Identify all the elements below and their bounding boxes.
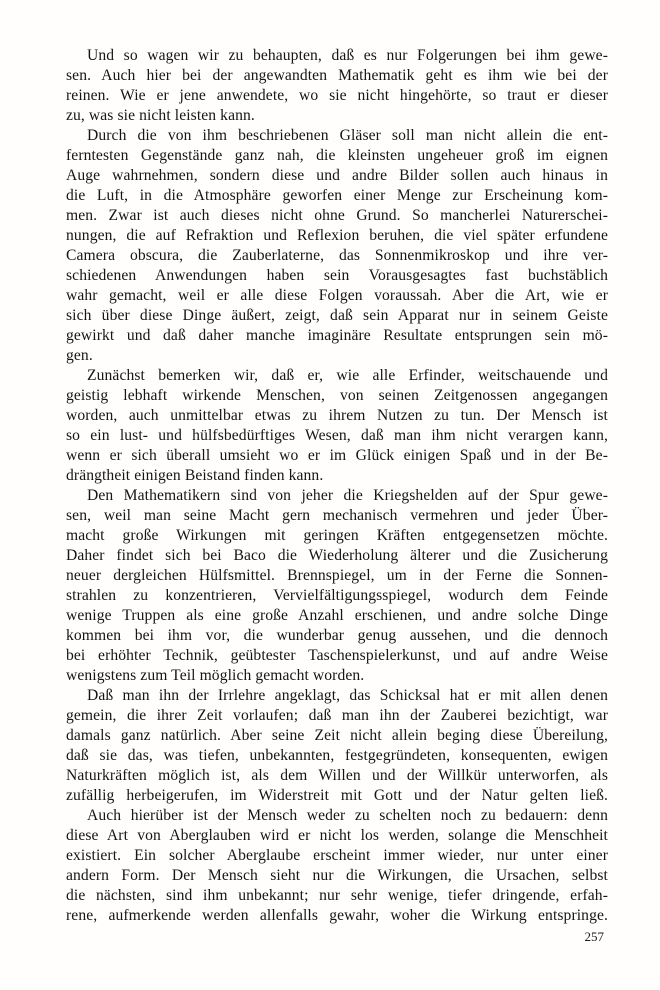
text-line: daß sie das, was tiefen, unbekannten, festgegründeten, konsequenten, ewigen <box>66 747 608 764</box>
text-line: zu, was sie nicht leisten kann. <box>66 107 255 124</box>
paragraph <box>66 686 608 806</box>
text-line: nungen, die auf Refraktion und Reflexion beruhen, die viel später erfundene <box>66 227 608 244</box>
text-line: so ein lust- und hülfsbedürftiges Wesen, daß man ihm nicht verargen kann, <box>66 427 608 444</box>
text-line: drängtheit einigen Beistand finden kann. <box>66 467 324 484</box>
text-line: gewirkt und daß daher manche imaginäre Resultate entsprungen sein mö- <box>66 327 608 344</box>
text-block <box>66 46 608 926</box>
text-line: Naturkräften möglich ist, als dem Willen und der Willkür unterworfen, als <box>66 767 608 784</box>
text-line: Durch die von ihm beschriebenen Gläser soll man nicht allein die ent- <box>87 127 608 144</box>
text-line: ferntesten Gegenstände ganz nah, die kleinsten ungeheuer groß im eignen <box>66 147 608 164</box>
text-line: diese Art von Aberglauben wird er nicht los werden, solange die Menschheit <box>66 827 608 844</box>
text-line: Daher findet sich bei Baco die Wiederholung älterer und die Zusicherung <box>66 547 608 564</box>
page-number: 257 <box>584 929 604 944</box>
text-line: gen. <box>66 347 93 364</box>
text-line: die Luft, in die Atmosphäre geworfen einer Menge zur Erscheinung kom- <box>66 187 608 204</box>
text-line: geistig lebhaft wirkende Menschen, von seinen Zeitgenossen angegangen <box>66 387 608 404</box>
paragraph <box>66 486 608 686</box>
text-line: sich über diese Dinge äußert, zeigt, daß sein Apparat nur in seinem Geiste <box>66 307 608 324</box>
text-line: worden, auch unmittelbar etwas zu ihrem Nutzen zu tun. Der Mensch ist <box>66 407 608 424</box>
paragraph <box>66 126 608 366</box>
text-line: Auch hierüber ist der Mensch weder zu schelten noch zu bedauern: denn <box>87 807 608 824</box>
text-line: existiert. Ein solcher Aberglaube erscheint immer wieder, nur unter einer <box>66 847 608 864</box>
text-line: Camera obscura, die Zauberlaterne, das Sonnenmikroskop und ihre ver- <box>66 247 608 264</box>
text-line: wenigstens zum Teil möglich gemacht worden. <box>66 667 365 684</box>
text-line: wenige Truppen als eine große Anzahl erschienen, und andre solche Dinge <box>66 607 608 624</box>
text-line: sen, weil man seine Macht gern mechanisch vermehren und jeder Über- <box>66 507 608 524</box>
text-line: macht große Wirkungen mit geringen Kräften entgegensetzen möchte. <box>66 527 608 544</box>
text-line: reinen. Wie er jene anwendete, wo sie nicht hingehörte, so traut er dieser <box>66 87 608 104</box>
text-line: Zunächst bemerken wir, daß er, wie alle Erfinder, weitschauende und <box>87 367 608 384</box>
text-line: die nächsten, sind ihm unbekannt; nur sehr wenige, tiefer dringende, erfah- <box>66 887 608 904</box>
text-line: strahlen zu konzentrieren, Vervielfältigungsspiegel, wodurch dem Feinde <box>66 587 608 604</box>
paragraph <box>66 806 608 926</box>
text-line: zufällig herbeigerufen, im Widerstreit mit Gott und der Natur gelten ließ. <box>66 787 608 804</box>
paragraph <box>66 46 608 126</box>
text-line: sen. Auch hier bei der angewandten Mathematik geht es ihm wie bei der <box>66 67 608 84</box>
text-line: Den Mathematikern sind von jeher die Kriegshelden auf der Spur gewe- <box>87 487 608 504</box>
text-line: men. Zwar ist auch dieses nicht ohne Grund. So mancherlei Naturerschei- <box>66 207 608 224</box>
text-line: schiedenen Anwendungen haben sein Vorausgesagtes fast buchstäblich <box>66 267 608 284</box>
text-line: gemein, die ihrer Zeit vorlaufen; daß man ihn der Zauberei bezichtigt, war <box>66 707 608 724</box>
text-line: Auge wahrnehmen, sondern diese und andre Bilder sollen auch hinaus in <box>66 167 608 184</box>
text-line: bei erhöhter Technik, geübtester Taschenspielerkunst, und auf andre Weise <box>66 647 608 664</box>
text-line: wahr gemacht, weil er alle diese Folgen voraussah. Aber die Art, wie er <box>66 287 608 304</box>
text-line: wenn er sich überall umsieht wo er im Glück einigen Spaß und in der Be- <box>66 447 608 464</box>
text-line: damals ganz natürlich. Aber seine Zeit nicht allein beging diese Übereilung, <box>66 727 608 744</box>
text-line: kommen bei ihm vor, die wunderbar genug aussehen, und die dennoch <box>66 627 608 644</box>
paragraph <box>66 366 608 486</box>
text-line: neuer dergleichen Hülfsmittel. Brennspiegel, um in der Ferne die Sonnen- <box>66 567 608 584</box>
text-line: andern Form. Der Mensch sieht nur die Wirkungen, die Ursachen, selbst <box>66 867 608 884</box>
text-line: Und so wagen wir zu behaupten, daß es nur Folgerungen bei ihm gewe- <box>87 47 608 64</box>
text-line: rene, aufmerkende werden allenfalls gewahr, woher die Wirkung entspringe. <box>66 907 608 924</box>
text-line: Daß man ihn der Irrlehre angeklagt, das Schicksal hat er mit allen denen <box>87 687 608 704</box>
